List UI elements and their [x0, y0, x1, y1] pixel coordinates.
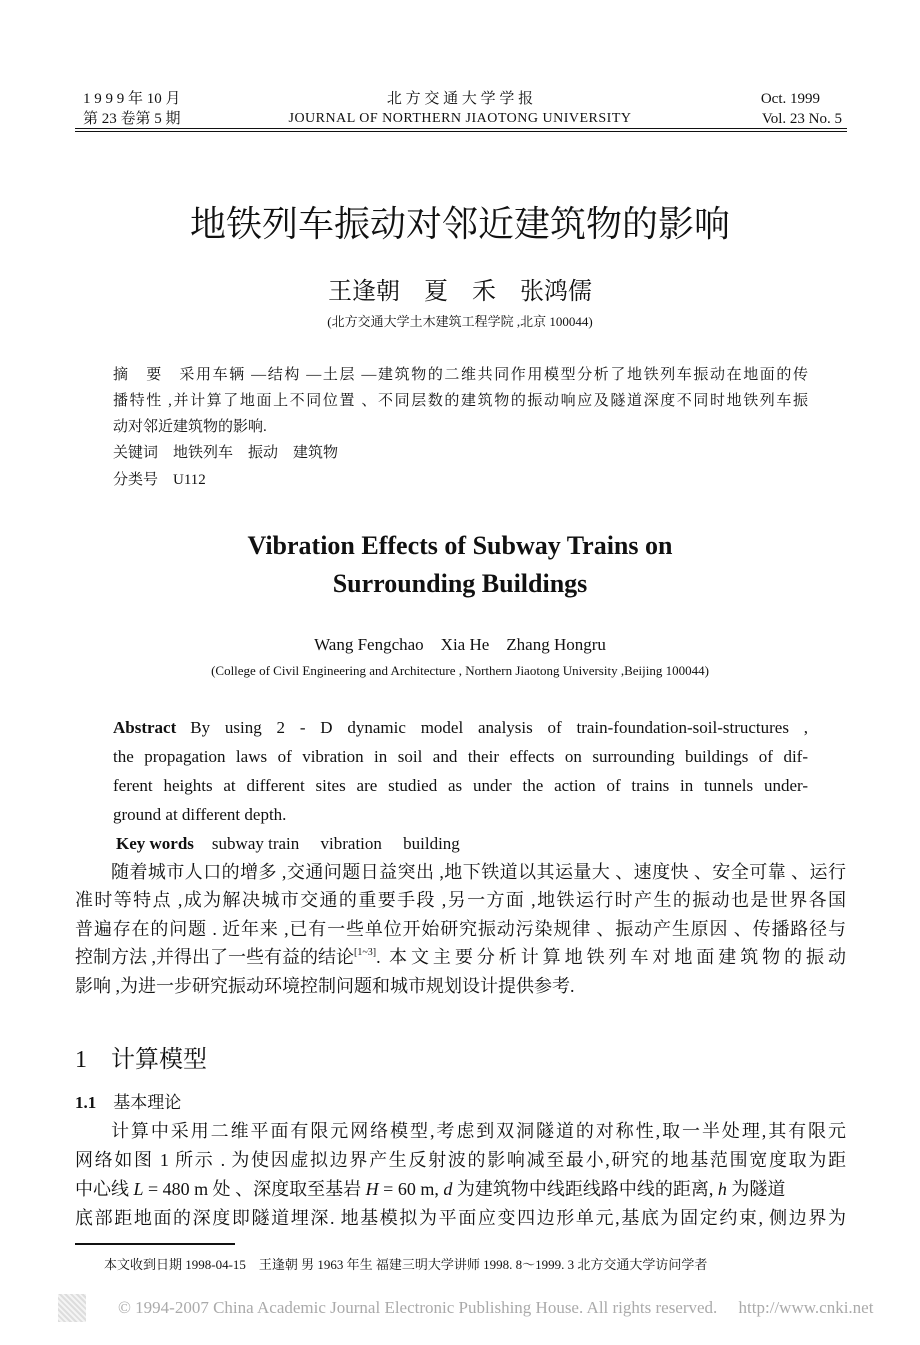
abstract-en-label: Abstract — [113, 718, 177, 737]
intro-text: 控制方法 ,并得出了一些有益的结论 — [75, 947, 354, 967]
var-d: d — [443, 1179, 453, 1199]
header-rule-2 — [75, 131, 847, 132]
para-text: 为建筑物中线距线路中线的距离, — [452, 1179, 718, 1199]
footnote: 本文收到日期 1998-04-15 王逢朝 男 1963 年生 福建三明大学讲师 1998. 8～1999. 3 北方交通大学访问学者 — [104, 1257, 708, 1272]
subsection-title: 基本理论 — [113, 1093, 182, 1112]
keywords-en — [116, 835, 460, 852]
header-rule — [75, 128, 847, 129]
para-text: = 480 m 处 、深度取至基岩 — [143, 1179, 366, 1199]
abstract-cn-line: 动对邻近建筑物的影响. — [113, 419, 267, 435]
subsection-number: 1.1 — [75, 1093, 97, 1112]
title-en-line: Vibration Effects of Subway Trains on — [247, 531, 673, 560]
intro-line: 准时等特点 ,成为解决城市交通的重要手段 ,另一方面 ,地铁运行时产生的振动也是世界各国 — [75, 890, 846, 910]
abstract-en-line-1 — [113, 719, 808, 736]
authors-cn: 王逢朝 夏 禾 张鸿儒 — [328, 279, 592, 305]
header-date-en: Oct. 1999 — [760, 91, 820, 107]
keywords-en-label: Key words — [116, 834, 194, 853]
section-title: 计算模型 — [111, 1047, 207, 1073]
subsection-heading — [75, 1094, 181, 1111]
para-text: 中心线 — [75, 1179, 134, 1199]
header-issue-en: Vol. 23 No. 5 — [761, 111, 842, 127]
para-line: 计算中采用二维平面有限元网络模型,考虑到双洞隧道的对称性,取一半处理,其有限元 — [111, 1121, 846, 1141]
para-text: 为隧道 — [726, 1179, 786, 1199]
citation: [1~3] — [354, 947, 377, 958]
header-issue-cn: 第 23 卷第 5 期 — [83, 111, 181, 127]
section-number: 1 — [75, 1047, 87, 1073]
abstract-cn-line: 摘 要 采用车辆 —结构 —土层 —建筑物的二维共同作用模型分析了地铁列车振动在地面的传 — [113, 367, 808, 383]
abstract-en-line: ground at different depth. — [113, 805, 287, 824]
cnki-logo-icon — [58, 1294, 86, 1322]
abstract-en-line: ferent heights at different sites are studied as under the action of trains in tunnels under- — [113, 776, 808, 795]
para-line: 底部距地面的深度即隧道埋深. 地基模拟为平面应变四边形单元,基底为固定约束, 侧边界为 — [75, 1208, 846, 1228]
keywords-cn: 关键词 地铁列车 振动 建筑物 — [113, 445, 339, 461]
title-en-line: Surrounding Buildings — [332, 569, 588, 598]
var-L: L — [133, 1179, 144, 1199]
affiliation-en: (College of Civil Engineering and Architecture , Northern Jiaotong University ,Beijing 100044) — [211, 663, 709, 678]
var-h: h — [717, 1179, 727, 1199]
var-H: H — [365, 1179, 379, 1199]
intro-text: . 本文主要分析计算地铁列车对地面建筑物的振动 — [376, 947, 846, 967]
intro-line: 普遍存在的问题 . 近年来 ,已有一些单位开始研究振动污染规律 、振动产生原因 、传播路径与 — [75, 919, 846, 939]
intro-line: 随着城市人口的增多 ,交通问题日益突出 ,地下铁道以其运量大 、速度快 、安全可靠 、运行 — [111, 862, 846, 882]
header-journal-en: JOURNAL OF NORTHERN JIAOTONG UNIVERSITY — [288, 111, 632, 126]
section-heading — [75, 1048, 207, 1072]
abstract-en-line: the propagation laws of vibration in soil and their effects on surrounding buildings of dif- — [113, 747, 808, 766]
intro-line-4 — [75, 948, 846, 966]
keywords-en-text: subway train vibration building — [211, 834, 460, 853]
header-journal-cn: 北 方 交 通 大 学 学 报 — [386, 91, 534, 107]
abstract-en-line: By using 2 - D dynamic model analysis of train-foundation-soil-structures , — [190, 718, 808, 737]
copyright-line: © 1994-2007 China Academic Journal Electronic Publishing House. All rights reserved. http://www.cnki.net — [118, 1298, 874, 1317]
footnote-rule — [75, 1243, 235, 1245]
intro-line: 影响 ,为进一步研究振动环境控制问题和城市规划设计提供参考. — [75, 976, 575, 996]
header-date-cn: 1 9 9 9 年 10 月 — [83, 91, 181, 107]
authors-en: Wang Fengchao Xia He Zhang Hongru — [314, 635, 606, 654]
para-line-3 — [75, 1180, 846, 1198]
para-line: 网络如图 1 所示 . 为使因虚拟边界产生反射波的影响减至最小,研究的地基范围宽度取为距 — [75, 1150, 846, 1170]
classification-cn: 分类号 U112 — [113, 472, 206, 488]
para-text: = 60 m, — [378, 1179, 444, 1199]
title-cn: 地铁列车振动对邻近建筑物的影响 — [189, 204, 730, 244]
abstract-cn-line: 播特性 ,并计算了地面上不同位置 、不同层数的建筑物的振动响应及隧道深度不同时地铁列车振 — [113, 393, 808, 409]
affiliation-cn: (北方交通大学土木建筑工程学院 ,北京 100044) — [327, 314, 593, 329]
